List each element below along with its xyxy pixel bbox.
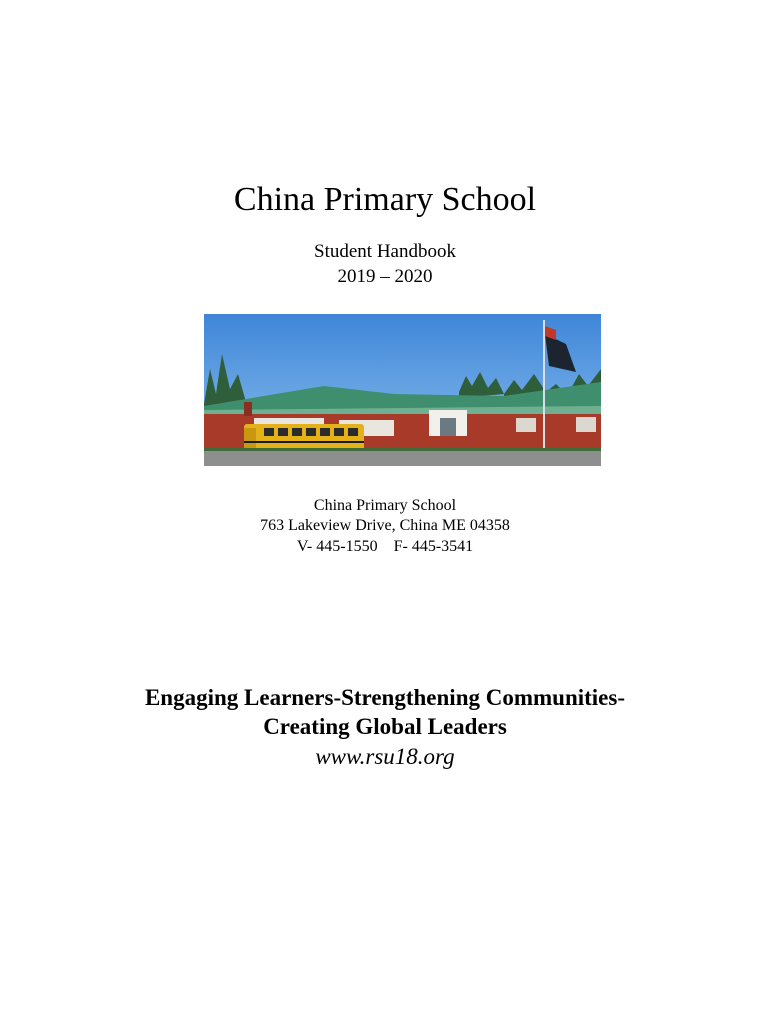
address-street: 763 Lakeview Drive, China ME 04358 xyxy=(260,517,510,534)
school-title: China Primary School xyxy=(233,181,537,218)
school-photo-illustration xyxy=(204,314,601,466)
school-photo xyxy=(204,314,601,466)
address-phone-fax: V- 445-1550 F- 445-3541 xyxy=(296,538,474,555)
school-year: 2019 – 2020 xyxy=(337,266,433,287)
pavement xyxy=(204,450,601,466)
website-link[interactable]: www.rsu18.org xyxy=(315,744,455,769)
lawn-strip xyxy=(204,448,601,451)
address-school-name: China Primary School xyxy=(313,497,457,514)
handbook-subtitle: Student Handbook xyxy=(314,241,456,262)
motto-line-1: Engaging Learners-Strengthening Communities- xyxy=(144,685,626,710)
motto-line-2: Creating Global Leaders xyxy=(263,714,507,739)
